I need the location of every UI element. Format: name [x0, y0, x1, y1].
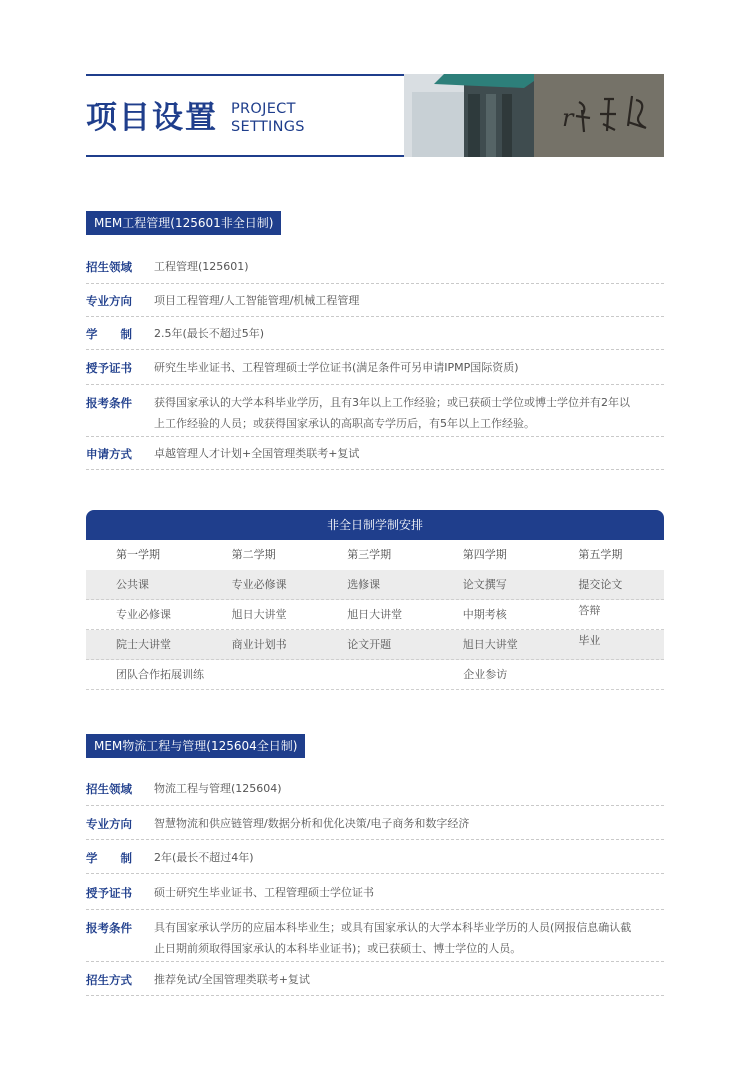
info-row: [86, 392, 664, 437]
schedule-column-header: 第五学期: [578, 548, 623, 561]
info-value: 推荐免试/全国管理类联考+复试: [154, 973, 310, 986]
info-row: [86, 881, 664, 910]
svg-text:𝑟: 𝑟: [562, 104, 574, 132]
info-row: [86, 323, 664, 350]
schedule-cell: 旭日大讲堂: [231, 608, 287, 621]
page-subtitle-line2: SETTINGS: [231, 119, 305, 135]
info-value: 物流工程与管理(125604): [154, 782, 282, 795]
info-key: 学 制: [86, 327, 132, 341]
info-value: 2.5年(最长不超过5年): [154, 327, 265, 340]
page-subtitle-line1: PROJECT: [231, 101, 296, 117]
info-row: [86, 813, 664, 840]
schedule-column-header: 第三学期: [347, 548, 392, 561]
info-key: 招生方式: [86, 973, 132, 987]
schedule-cell: [318, 660, 433, 689]
schedule-row: [86, 570, 664, 600]
schedule-cell: 答辩: [578, 604, 601, 617]
info-value: 2年(最长不超过4年): [154, 851, 254, 864]
info-list-mem-logistics: [86, 778, 664, 996]
schedule-cell: 院士大讲堂: [116, 638, 171, 651]
schedule-row: [86, 600, 664, 630]
info-row: [86, 256, 664, 284]
info-value-line1: 具有国家承认学历的应届本科毕业生；或具有国家承认的大学本科毕业学历的人员(网报信息确认截: [154, 921, 632, 934]
info-key: 报考条件: [86, 921, 132, 935]
info-key: 授予证书: [86, 886, 132, 900]
page-subtitle: [231, 100, 305, 136]
info-row: [86, 443, 664, 470]
schedule-cell: 提交论文: [578, 578, 623, 591]
info-value-line2: 止日期前须取得国家承认的本科毕业证书)；或已获硕士、博士学位的人员。: [154, 942, 522, 955]
header-rule-top: [86, 74, 404, 76]
schedule-row: [86, 630, 664, 660]
info-key: 学 制: [86, 851, 132, 865]
schedule-cell: 团队合作拓展训练: [116, 668, 204, 681]
info-row: [86, 778, 664, 806]
schedule-cell: 旭日大讲堂: [347, 608, 403, 621]
info-value: 工程管理(125601): [154, 260, 249, 273]
info-row: [86, 356, 664, 385]
info-key: 专业方向: [86, 817, 132, 831]
schedule-column-header: 第二学期: [231, 548, 276, 561]
schedule-column-header: 第一学期: [116, 548, 160, 561]
schedule-cell: 专业必修课: [116, 608, 171, 621]
schedule-cell: 商业计划书: [231, 638, 287, 651]
page-title: 项目设置: [86, 100, 218, 136]
schedule-cell: 中期考核: [462, 608, 507, 621]
info-key: 专业方向: [86, 294, 132, 308]
info-key: 招生领域: [86, 782, 132, 796]
info-row: [86, 290, 664, 317]
schedule-cell: 毕业: [578, 634, 601, 647]
info-row: [86, 969, 664, 996]
info-value: 项目工程管理/人工智能管理/机械工程管理: [154, 294, 360, 307]
info-value-line1: 获得国家承认的大学本科毕业学历，且有3年以上工作经验；或已获硕士学位或博士学位并有2年以: [154, 396, 630, 409]
section-label-mem-logistics: MEM物流工程与管理(125604全日制): [86, 734, 305, 758]
schedule-cell: 论文开题: [347, 638, 392, 651]
schedule-cell: 旭日大讲堂: [462, 638, 518, 651]
schedule-cell: 专业必修课: [231, 578, 287, 591]
schedule-header-row: [86, 540, 664, 570]
info-value: 硕士研究生毕业证书、工程管理硕士学位证书: [154, 886, 374, 899]
schedule-cell: 企业参访: [463, 668, 508, 681]
schedule-table: [86, 510, 664, 690]
schedule-cell: 选修课: [347, 578, 381, 591]
info-row: [86, 917, 664, 962]
info-row: [86, 847, 664, 874]
info-list-mem-engineering: [86, 256, 664, 470]
info-value: 卓越管理人才计划+全国管理类联考+复试: [154, 447, 360, 460]
info-value: 研究生毕业证书、工程管理硕士学位证书(满足条件可另申请IPMP国际资质): [154, 361, 519, 374]
header-building-photo: [404, 74, 664, 157]
schedule-title: 非全日制学制安排: [86, 510, 664, 540]
section-label-mem-engineering: MEM工程管理(125601非全日制): [86, 211, 281, 235]
info-key: 授予证书: [86, 361, 132, 375]
info-key: 申请方式: [86, 447, 132, 461]
schedule-column-header: 第四学期: [462, 548, 507, 561]
info-value-line2: 上工作经验的人员；或获得国家承认的高职高专学历后，有5年以上工作经验。: [154, 417, 535, 430]
schedule-cell: 论文撰写: [462, 578, 507, 591]
schedule-cell: 公共课: [116, 578, 149, 591]
header-rule-bottom: [86, 155, 404, 157]
schedule-cell: [549, 660, 664, 689]
schedule-cell: [203, 660, 318, 689]
info-value: 智慧物流和供应链管理/数据分析和优化决策/电子商务和数字经济: [154, 817, 470, 830]
info-key: 招生领域: [86, 260, 132, 274]
info-key: 报考条件: [86, 396, 132, 410]
schedule-row: [86, 660, 664, 690]
